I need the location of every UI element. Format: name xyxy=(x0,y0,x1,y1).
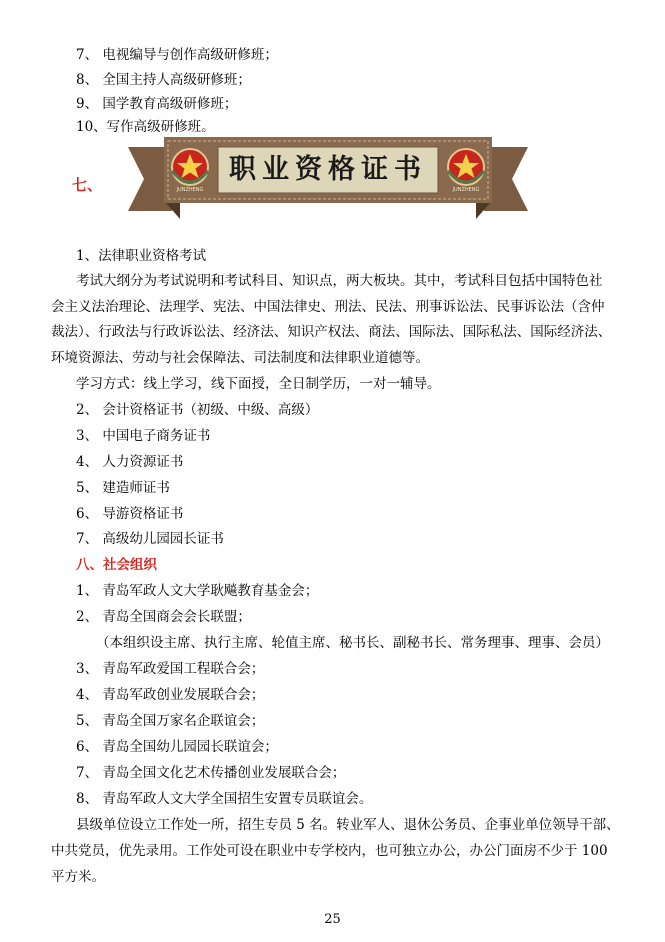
paragraph-line: 环境资源法、劳动与社会保障法、司法制度和法律职业道德等。 xyxy=(51,350,429,366)
star-emblem-icon xyxy=(172,149,208,185)
list-item: 1、 青岛军政人文大学耿飚教育基金会； xyxy=(76,583,319,599)
list-item: 7、 高级幼儿园园长证书 xyxy=(76,531,224,547)
paragraph-line: 裁法）、行政法与行政诉讼法、经济法、知识产权法、商法、国际法、国际私法、国际经济法、 xyxy=(51,324,612,340)
list-item: 9、 国学教育高级研修班； xyxy=(76,96,238,112)
list-item: 5、 建造师证书 xyxy=(76,480,170,496)
paragraph-line: 县级单位设立工作处一所，招生专员 5 名。转业军人、退休公务员、企事业单位领导干部、 xyxy=(76,817,620,833)
list-item: 7、 青岛全国文化艺术传播创业发展联合会； xyxy=(76,765,346,781)
list-item: 6、 导游资格证书 xyxy=(76,506,184,522)
list-item: 2、 会计资格证书（初级、中级、高级） xyxy=(76,402,319,418)
subheading: 1、法律职业资格考试 xyxy=(76,248,207,264)
paragraph-line: 平方米。 xyxy=(51,869,105,885)
list-item: 8、 青岛军政人文大学全国招生安置专员联谊会。 xyxy=(76,791,373,807)
list-item: 3、 青岛军政爱国工程联合会； xyxy=(76,661,265,677)
paragraph-line: 会主义法治理论、法理学、宪法、中国法律史、刑法、民法、刑事诉讼法、民事诉讼法（含仲 xyxy=(51,299,605,315)
list-item: 8、 全国主持人高级研修班； xyxy=(76,72,251,88)
list-note: （本组织设主席、执行主席、轮值主席、秘书长、副秘书长、常务理事、理事、会员） xyxy=(96,635,609,651)
page-number: 25 xyxy=(324,912,341,927)
paragraph-line: 学习方式：线上学习，线下面授，全日制学历，一对一辅导。 xyxy=(76,376,441,392)
star-emblem-icon xyxy=(448,149,484,185)
list-item: 3、 中国电子商务证书 xyxy=(76,428,211,444)
list-item: 10、写作高级研修班。 xyxy=(76,119,215,135)
banner-title: 职业资格证书 xyxy=(229,154,427,185)
list-item: 4、 人力资源证书 xyxy=(76,454,184,470)
list-item: 7、 电视编导与创作高级研修班； xyxy=(76,47,278,63)
list-item: 2、 青岛全国商会会长联盟； xyxy=(76,609,251,625)
section-banner xyxy=(128,137,528,221)
paragraph-line: 考试大纲分为考试说明和考试科目、知识点，两大板块。其中，考试科目包括中国特色社 xyxy=(76,273,603,289)
paragraph-line: 中共党员，优先录用。工作处可设在职业中专学校内，也可独立办公，办公门面房不少于 100 xyxy=(51,843,608,859)
emblem-caption: JUNZHENG xyxy=(176,187,204,193)
emblem-caption: JUNZHENG xyxy=(452,187,480,193)
section-heading: 八、社会组织 xyxy=(76,557,157,573)
list-item: 4、 青岛军政创业发展联合会； xyxy=(76,687,265,703)
list-item: 6、 青岛全国幼儿园园长联谊会； xyxy=(76,739,278,755)
list-item: 5、 青岛全国万家名企联谊会； xyxy=(76,713,265,729)
section-number: 七、 xyxy=(72,176,103,194)
